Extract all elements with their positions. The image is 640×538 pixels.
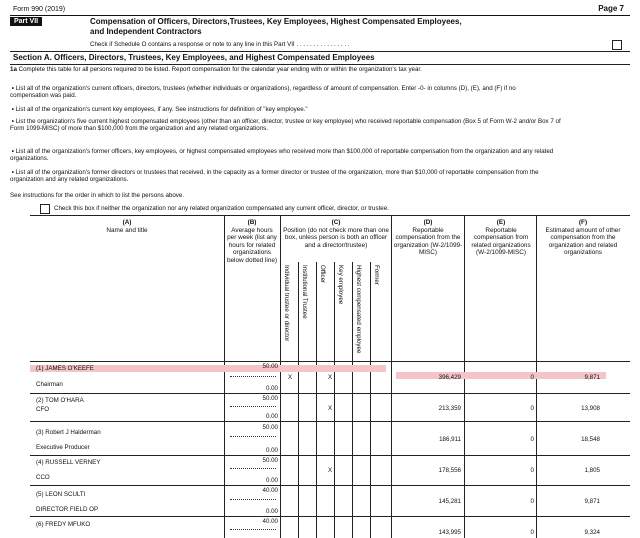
col-e-label: Reportable compensation from related organizations (W-2/1099-MISC) (471, 226, 531, 256)
col-f-label: Estimated amount of other compensation from the organization and related organizations (545, 226, 621, 256)
schedule-o-check-text: Check if Schedule O contains a response or note to any line in this Part VII . . . . . . . . . . . . . . . . (90, 41, 350, 48)
bullet-4-text: List all of the organization's former officers, key employees, or highest compensated employees who received more than $100,000 of reportable compensation from the organization and any related organizations. (10, 148, 554, 162)
row-title: Chairman (36, 381, 63, 388)
row-rule (30, 485, 630, 486)
row-hours-related: 0.00 (265, 447, 278, 454)
row-dotted-line (230, 406, 276, 407)
col-c-sub4 (352, 262, 353, 538)
col-b-label: Average hours per week (list any hours for related organizations below dotted line) (226, 226, 278, 264)
pos-former: Former (373, 265, 380, 285)
header-rule (10, 15, 630, 16)
section-rule (10, 64, 630, 65)
col-e-header (466, 219, 536, 257)
row-dotted-line (230, 468, 276, 469)
row-title: Executive Producer (36, 444, 90, 451)
bullet-3: • List the organization's five current highest compensated employees (other than an officer, director, trustee or key employee) who received reportable compensation (Box 5 of Form W-2 and/or Box 7 of Form 1099-MISC) of more than $100,000 from the organization and any related organizations. (10, 118, 561, 132)
row-hours-related: 0.00 (265, 508, 278, 515)
row-f: 9,871 (584, 498, 600, 505)
col-c-sub1 (298, 262, 299, 538)
row-d: 213,359 (438, 405, 461, 412)
col-c-header (282, 219, 390, 249)
row-mark-officer: X (328, 405, 333, 412)
row-e: 0 (530, 529, 534, 536)
line-1a-label: 1a (10, 66, 17, 73)
row-name: (2) TOM O'HARA (36, 397, 84, 404)
section-a-title: Section A. Officers, Directors, Trustees, Key Employees, and Highest Compensated Employees (13, 53, 375, 62)
pos-officer: Officer (319, 265, 326, 284)
col-d-left (391, 215, 392, 538)
row-rule (30, 455, 630, 456)
col-d-label: Reportable compensation from the organization (W-2/1099-MISC) (393, 226, 463, 256)
row-e: 0 (530, 498, 534, 505)
pos-institutional-trustee: Institutional Trustee (301, 265, 308, 319)
row-title: CFO (36, 406, 50, 413)
no-compensation-checkbox[interactable] (40, 204, 50, 214)
row-name: (6) FREDY MFUKO (36, 521, 91, 528)
row-dotted-line (230, 499, 276, 500)
col-c-left (280, 215, 281, 538)
row-hours-related: 0.00 (265, 477, 278, 484)
form-label: Form 990 (2019) (13, 6, 66, 13)
header-bottom-rule (30, 361, 630, 362)
row-hours: 50.00 (262, 424, 278, 431)
row-f: 18,548 (581, 436, 600, 443)
bullet-1-text: List all of the organization's current officers, directors, trustees (whether individuals or organizations), regardless of amount of compensation. Enter -0- in columns (D), (E), and (F) if no compensation was paid. (10, 85, 516, 99)
row-f: 13,908 (581, 405, 600, 412)
col-b-header (226, 219, 278, 264)
row-name: (5) LEON SCULTI (36, 491, 86, 498)
col-f-letter: (F) (578, 219, 588, 226)
row-title: DIRECTOR FIELD OP (36, 506, 99, 513)
bullet-2: • List all of the organization's current key employees, if any. See instructions for definition of "key employee." (10, 106, 308, 113)
row-hours-related: 0.00 (265, 413, 278, 420)
row-dotted-line (230, 376, 276, 377)
bullet-4: • List all of the organization's former officers, key employees, or highest compensated employees who received more than $100,000 of reportable compensation from the organization and any related organizations. (10, 148, 554, 162)
col-f-header (538, 219, 628, 257)
table-top-rule (30, 215, 630, 216)
part-title-line2: and Independent Contractors (90, 27, 202, 36)
row-hours: 50.00 (262, 363, 278, 370)
row-mark-individual: X (288, 374, 293, 381)
row-hours: 40.00 (262, 518, 278, 525)
part-title-line1: Compensation of Officers, Directors,Trustees, Key Employees, Highest Compensated Employees, (90, 17, 462, 26)
col-a-letter: (A) (122, 219, 132, 226)
row-mark-officer: X (328, 467, 333, 474)
row-dotted-line (230, 436, 276, 437)
col-e-letter: (E) (496, 219, 506, 226)
col-c-label: Position (do not check more than one box, unless person is both an officer and a director/trustee) (283, 226, 389, 249)
pos-highest-compensated: Highest compensated employee (355, 265, 362, 354)
row-name: (4) RUSSELL VERNEY (36, 459, 101, 466)
bullet-2-text: List all of the organization's current key employees, if any. See instructions for definition of "key employee." (15, 106, 308, 113)
row-name: (3) Robert J Halderman (36, 429, 101, 436)
row-e: 0 (530, 405, 534, 412)
schedule-o-checkbox[interactable] (612, 40, 622, 50)
col-c-sub3 (334, 262, 335, 538)
row-mark-officer: X (328, 374, 333, 381)
row-d: 396,429 (438, 374, 461, 381)
col-b-letter: (B) (247, 219, 257, 226)
bullet-5: • List all of the organization's former directors or trustees that received, in the capacity as a former director or trustee of the organization, more than $10,000 of reportable compensation from the organization and any related organizations. (10, 169, 539, 183)
row-e: 0 (530, 436, 534, 443)
pos-individual-trustee: Individual trustee or director (283, 265, 290, 342)
row-e: 0 (530, 467, 534, 474)
row-hours: 40.00 (262, 487, 278, 494)
row-e: 0 (530, 374, 534, 381)
pos-key-employee: Key employee (337, 265, 344, 305)
col-c-sub2 (316, 262, 317, 538)
row-f: 1,805 (584, 467, 600, 474)
col-a-header (30, 219, 224, 234)
row-dotted-line (230, 529, 276, 530)
see-instructions: See instructions for the order in which to list the persons above. (10, 192, 185, 199)
row-rule (30, 516, 630, 517)
bullet-5-text: List all of the organization's former directors or trustees that received, in the capacity as a former director or trustee of the organization, more than $10,000 of reportable compensation from the organization and any related organizations. (10, 169, 539, 183)
col-c-sub5 (370, 262, 371, 538)
row-d: 143,995 (438, 529, 461, 536)
col-d-letter: (D) (423, 219, 433, 226)
row-name: (1) JAMES O'KEEFE (36, 365, 94, 372)
col-b-left (224, 215, 225, 538)
row-f: 9,324 (584, 529, 600, 536)
row-f: 9,871 (584, 374, 600, 381)
no-compensation-text: Check this box if neither the organization nor any related organization compensated any current officer, director, or trustee. (54, 205, 389, 212)
part-badge: Part VII (10, 17, 42, 26)
col-c-letter: (C) (331, 219, 341, 226)
bullet-3-text: List the organization's five current highest compensated employees (other than an officer, director, trustee or key employee) who received reportable compensation (Box 5 of Form W-2 and/or Box 7 of Form 1099-MISC) of more than $100,000 from the organization and any related organizations. (10, 118, 561, 132)
bullet-1: • List all of the organization's current officers, directors, trustees (whether individuals or organizations), regardless of amount of compensation. Enter -0- in columns (D), (E), and (F) if no compensation was paid. (10, 85, 516, 99)
row-rule (30, 393, 630, 394)
part-title (90, 17, 630, 37)
part-rule (10, 51, 630, 52)
row-d: 178,556 (438, 467, 461, 474)
col-d-header (393, 219, 463, 257)
row-hours-related: 0.00 (265, 385, 278, 392)
row-d: 145,281 (438, 498, 461, 505)
row-d: 186,911 (439, 436, 461, 443)
row-rule (30, 421, 630, 422)
row-title: CCO (36, 474, 50, 481)
page-number: Page 7 (598, 4, 624, 13)
row-hours: 50.00 (262, 395, 278, 402)
line-1a-text: Complete this table for all persons required to be listed. Report compensation for the calendar year ending with or within the organization's tax year. (16, 66, 422, 73)
line-1a (10, 66, 625, 73)
col-a-label: Name and title (106, 226, 148, 234)
row-hours: 50.00 (262, 457, 278, 464)
